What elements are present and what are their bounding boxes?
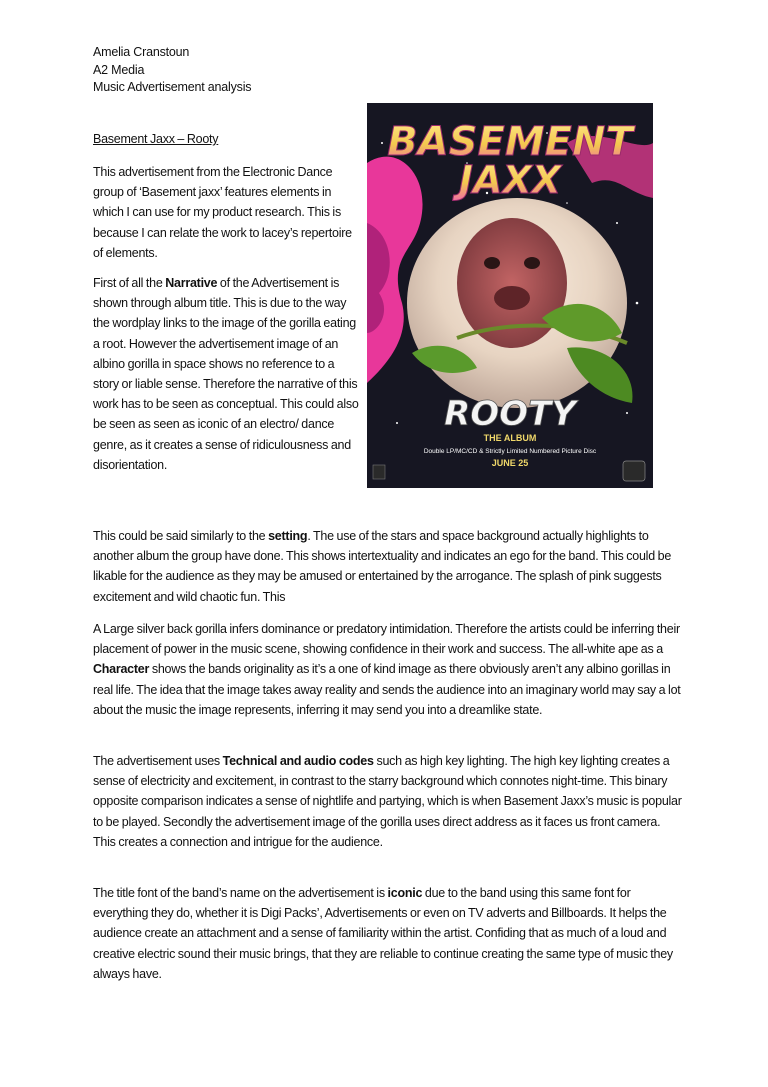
section-title bbox=[93, 129, 359, 149]
keyword-iconic: iconic bbox=[387, 886, 423, 900]
section-title-text: Basement Jaxx – Rooty bbox=[93, 132, 219, 146]
paragraph-intro: This advertisement from the Electronic Dance group of ‘Basement jaxx’ features elements in which I can use for my product research. This is because I can relate the work to lacey’s repertoire of elements. bbox=[93, 165, 352, 260]
poster-subtitle: THE ALBUM bbox=[483, 433, 537, 443]
keyword-character: Character bbox=[93, 662, 150, 677]
paragraph-narrative-lead: First of all the bbox=[93, 276, 166, 290]
poster-band-line1: BASEMENT bbox=[387, 119, 633, 165]
keyword-technical-codes: Technical and audio codes bbox=[222, 754, 374, 768]
author-name: Amelia Cranstoun bbox=[93, 45, 190, 59]
poster-formats: Double LP/MC/CD & Strictly Limited Numbered Picture Disc bbox=[423, 448, 597, 455]
label-logo-icon bbox=[623, 461, 645, 481]
paragraph-character bbox=[93, 619, 683, 720]
album-poster-image bbox=[367, 103, 653, 488]
keyword-setting: setting bbox=[268, 529, 308, 543]
paragraph-character-body: shows the bands originality as it’s a one of kind image as there obviously aren’t any albino gorillas in real life. The idea that the image takes away reality and sends the audience into an imaginary world may say a lot about the music the image represents, inferring it may send you into a dreamlike state. bbox=[93, 662, 681, 717]
course-name: A2 Media bbox=[93, 62, 145, 77]
paragraph-technical-lead: The advertisement uses bbox=[93, 754, 223, 768]
paragraph-setting-body: . The use of the stars and space background actually highlights to another album the group have done. This shows intertextuality and indicates an ego for the band. This could be likable for the audience as they may be amused or entertained by the arrogance. The splash of pink suggests excitement and wild chaotic fun. This bbox=[93, 529, 672, 604]
paragraph-iconic-body: due to the band using this same font for everything they do, whether it is Digi Packs’, Advertisements or even on TV adverts and Billboards. It helps the audience create an attachment and a sense of familiarity within the artist. Confiding that as much of a loud and creative electric sound their music brings, that they are reliable to continue creating the same type of music they always have. bbox=[93, 886, 673, 981]
document-header bbox=[93, 44, 251, 97]
poster-album-title: ROOTY bbox=[444, 394, 576, 434]
document-subject: Music Advertisement analysis bbox=[93, 80, 252, 94]
paragraph-character-lead: A Large silver back gorilla infers dominance or predatory intimidation. Therefore the artists could be inferring their placement of power in the music scene, showing confidence in their work and success. The all-white ape as a bbox=[93, 622, 680, 657]
paragraph-narrative bbox=[93, 273, 359, 475]
paragraph-narrative-body: of the Advertisement is shown through album title. This is due to the way the wordplay links to the image of the gorilla eating a root. However the advertisement image of an albino gorilla in space shows no reference to a story or liable sense. Therefore the narrative of this work has to be seen as conceptual. This could also be seen as seen as iconic of an electro/ dance genre, as it creates a sense of ridiculousness and disorientation. bbox=[93, 276, 359, 472]
paragraph-setting-lead: This could be said similarly to the bbox=[93, 529, 269, 543]
poster-band-line2: JAXX bbox=[458, 158, 562, 202]
paragraph-iconic-lead: The title font of the band’s name on the advertisement is bbox=[93, 886, 388, 900]
poster-release-date: JUNE 25 bbox=[491, 458, 529, 468]
paragraph-setting bbox=[93, 526, 683, 607]
paragraph-technical-body: such as high key lighting. The high key lighting creates a sense of electricity and excitement, in contrast to the starry background which connotes night-time. This binary opposite comparison indicates a sense of nightlife and partying, which is when Basement Jaxx’s music is popular to be played. Secondly the advertisement image of the gorilla uses direct address as it faces us front camera. This creates a connection and intrigue for the audience. bbox=[93, 754, 682, 849]
paragraph-technical-codes bbox=[93, 751, 683, 852]
keyword-narrative: Narrative bbox=[165, 276, 218, 290]
rating-logo-icon bbox=[373, 465, 385, 479]
paragraph-iconic-font bbox=[93, 883, 683, 984]
